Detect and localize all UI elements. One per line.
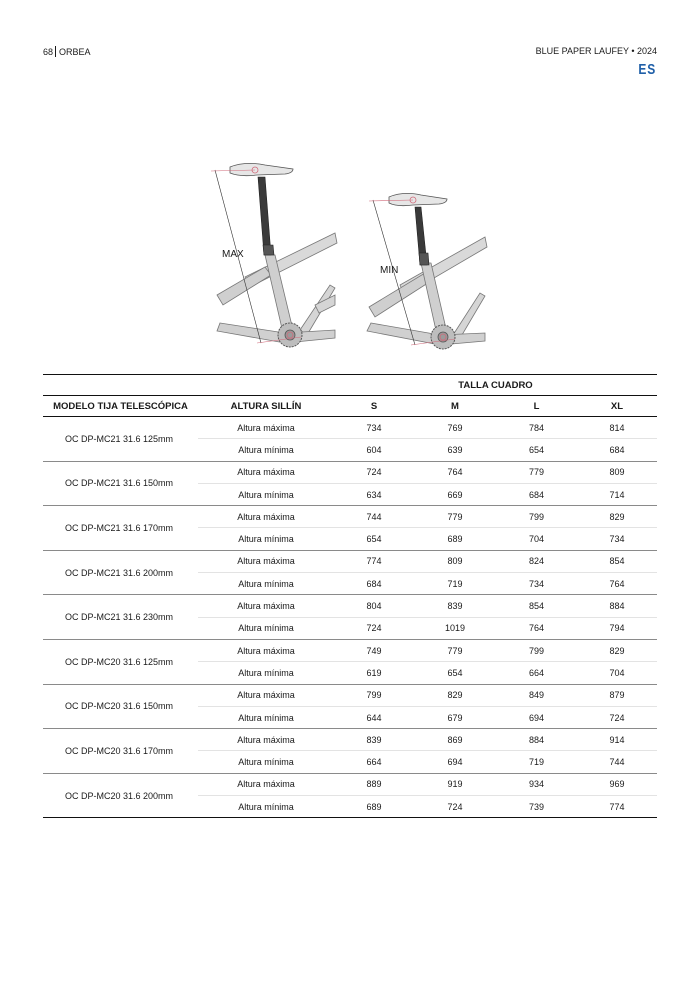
max-height-label: Altura máxima — [198, 417, 334, 439]
max-value-cell: 809 — [577, 461, 657, 483]
max-value-cell: 839 — [414, 595, 496, 617]
min-height-label: Altura mínima — [198, 573, 334, 595]
max-value-cell: 779 — [414, 506, 496, 528]
min-value-cell: 684 — [496, 483, 577, 505]
table-row — [43, 639, 657, 661]
max-value-cell: 914 — [577, 729, 657, 751]
table-row — [43, 773, 657, 795]
max-value-cell: 779 — [496, 461, 577, 483]
min-height-label: Altura mínima — [198, 706, 334, 728]
seatpost-max-figure — [205, 155, 340, 355]
column-header-xl: XL — [577, 396, 657, 417]
max-value-cell: 809 — [414, 550, 496, 572]
min-height-label: Altura mínima — [198, 439, 334, 461]
max-value-cell: 799 — [334, 684, 414, 706]
min-value-cell: 644 — [334, 706, 414, 728]
frame-size-group-header: TALLA CUADRO — [334, 375, 657, 396]
seatpost-size-table — [43, 374, 657, 818]
column-header-m: M — [414, 396, 496, 417]
min-value-cell: 664 — [496, 662, 577, 684]
min-value-cell: 724 — [334, 617, 414, 639]
max-value-cell: 919 — [414, 773, 496, 795]
min-value-cell: 774 — [577, 796, 657, 818]
publication-title: BLUE PAPER LAUFEY • 2024 — [535, 46, 657, 56]
min-value-cell: 719 — [414, 573, 496, 595]
table-row — [43, 417, 657, 439]
table-row — [43, 595, 657, 617]
max-value-cell: 784 — [496, 417, 577, 439]
column-header-model: MODELO TIJA TELESCÓPICA — [43, 396, 198, 417]
max-value-cell: 854 — [577, 550, 657, 572]
seatpost-min-figure — [355, 185, 490, 355]
max-value-cell: 829 — [414, 684, 496, 706]
max-value-cell: 769 — [414, 417, 496, 439]
min-value-cell: 669 — [414, 483, 496, 505]
max-value-cell: 884 — [496, 729, 577, 751]
table-row — [43, 506, 657, 528]
min-value-cell: 724 — [414, 796, 496, 818]
max-value-cell: 854 — [496, 595, 577, 617]
min-height-label: Altura mínima — [198, 483, 334, 505]
table-row — [43, 550, 657, 572]
page-header-left — [43, 46, 91, 57]
max-value-cell: 804 — [334, 595, 414, 617]
table-row — [43, 684, 657, 706]
header-divider — [55, 46, 56, 57]
min-value-cell: 664 — [334, 751, 414, 773]
column-header-l: L — [496, 396, 577, 417]
brand-name: ORBEA — [59, 46, 91, 57]
max-value-cell: 869 — [414, 729, 496, 751]
model-cell: OC DP-MC20 31.6 170mm — [43, 729, 198, 774]
min-value-cell: 639 — [414, 439, 496, 461]
max-value-cell: 824 — [496, 550, 577, 572]
seatpost-min-illustration — [355, 185, 490, 355]
max-value-cell: 749 — [334, 639, 414, 661]
max-height-label: Altura máxima — [198, 506, 334, 528]
max-value-cell: 839 — [334, 729, 414, 751]
min-value-cell: 634 — [334, 483, 414, 505]
min-label: MIN — [380, 265, 399, 276]
min-value-cell: 1019 — [414, 617, 496, 639]
max-value-cell: 814 — [577, 417, 657, 439]
min-value-cell: 704 — [577, 662, 657, 684]
min-value-cell: 654 — [496, 439, 577, 461]
min-value-cell: 734 — [496, 573, 577, 595]
max-value-cell: 774 — [334, 550, 414, 572]
min-value-cell: 689 — [334, 796, 414, 818]
column-header-saddle-height: ALTURA SILLÍN — [198, 396, 334, 417]
max-height-label: Altura máxima — [198, 773, 334, 795]
language-badge: ES — [638, 61, 656, 78]
table-body — [43, 417, 657, 818]
min-value-cell: 654 — [334, 528, 414, 550]
max-height-label: Altura máxima — [198, 461, 334, 483]
min-value-cell: 719 — [496, 751, 577, 773]
max-value-cell: 734 — [334, 417, 414, 439]
page-number: 68 — [43, 46, 54, 57]
min-value-cell: 704 — [496, 528, 577, 550]
max-value-cell: 889 — [334, 773, 414, 795]
min-value-cell: 694 — [414, 751, 496, 773]
model-cell: OC DP-MC21 31.6 125mm — [43, 417, 198, 462]
max-value-cell: 829 — [577, 639, 657, 661]
min-value-cell: 619 — [334, 662, 414, 684]
min-value-cell: 684 — [577, 439, 657, 461]
min-value-cell: 744 — [577, 751, 657, 773]
max-height-label: Altura máxima — [198, 550, 334, 572]
min-value-cell: 604 — [334, 439, 414, 461]
min-value-cell: 654 — [414, 662, 496, 684]
table-row — [43, 461, 657, 483]
max-value-cell: 799 — [496, 639, 577, 661]
min-value-cell: 739 — [496, 796, 577, 818]
min-value-cell: 794 — [577, 617, 657, 639]
max-value-cell: 879 — [577, 684, 657, 706]
min-value-cell: 684 — [334, 573, 414, 595]
min-value-cell: 764 — [577, 573, 657, 595]
model-cell: OC DP-MC21 31.6 200mm — [43, 550, 198, 595]
model-cell: OC DP-MC20 31.6 125mm — [43, 639, 198, 684]
min-height-label: Altura mínima — [198, 528, 334, 550]
max-value-cell: 779 — [414, 639, 496, 661]
max-height-label: Altura máxima — [198, 595, 334, 617]
min-value-cell: 724 — [577, 706, 657, 728]
max-value-cell: 724 — [334, 461, 414, 483]
max-height-label: Altura máxima — [198, 639, 334, 661]
max-value-cell: 849 — [496, 684, 577, 706]
max-label: MAX — [222, 249, 244, 260]
max-height-label: Altura máxima — [198, 729, 334, 751]
max-height-label: Altura máxima — [198, 684, 334, 706]
model-cell: OC DP-MC20 31.6 150mm — [43, 684, 198, 729]
max-value-cell: 934 — [496, 773, 577, 795]
max-value-cell: 829 — [577, 506, 657, 528]
model-cell: OC DP-MC21 31.6 230mm — [43, 595, 198, 640]
min-height-label: Altura mínima — [198, 617, 334, 639]
min-value-cell: 694 — [496, 706, 577, 728]
max-value-cell: 799 — [496, 506, 577, 528]
model-cell: OC DP-MC21 31.6 170mm — [43, 506, 198, 551]
max-value-cell: 969 — [577, 773, 657, 795]
min-value-cell: 734 — [577, 528, 657, 550]
model-cell: OC DP-MC20 31.6 200mm — [43, 773, 198, 818]
max-value-cell: 744 — [334, 506, 414, 528]
min-value-cell: 679 — [414, 706, 496, 728]
model-cell: OC DP-MC21 31.6 150mm — [43, 461, 198, 506]
max-value-cell: 884 — [577, 595, 657, 617]
min-value-cell: 764 — [496, 617, 577, 639]
min-height-label: Altura mínima — [198, 751, 334, 773]
max-value-cell: 764 — [414, 461, 496, 483]
min-value-cell: 714 — [577, 483, 657, 505]
min-value-cell: 689 — [414, 528, 496, 550]
table-row — [43, 729, 657, 751]
min-height-label: Altura mínima — [198, 796, 334, 818]
column-header-s: S — [334, 396, 414, 417]
min-height-label: Altura mínima — [198, 662, 334, 684]
